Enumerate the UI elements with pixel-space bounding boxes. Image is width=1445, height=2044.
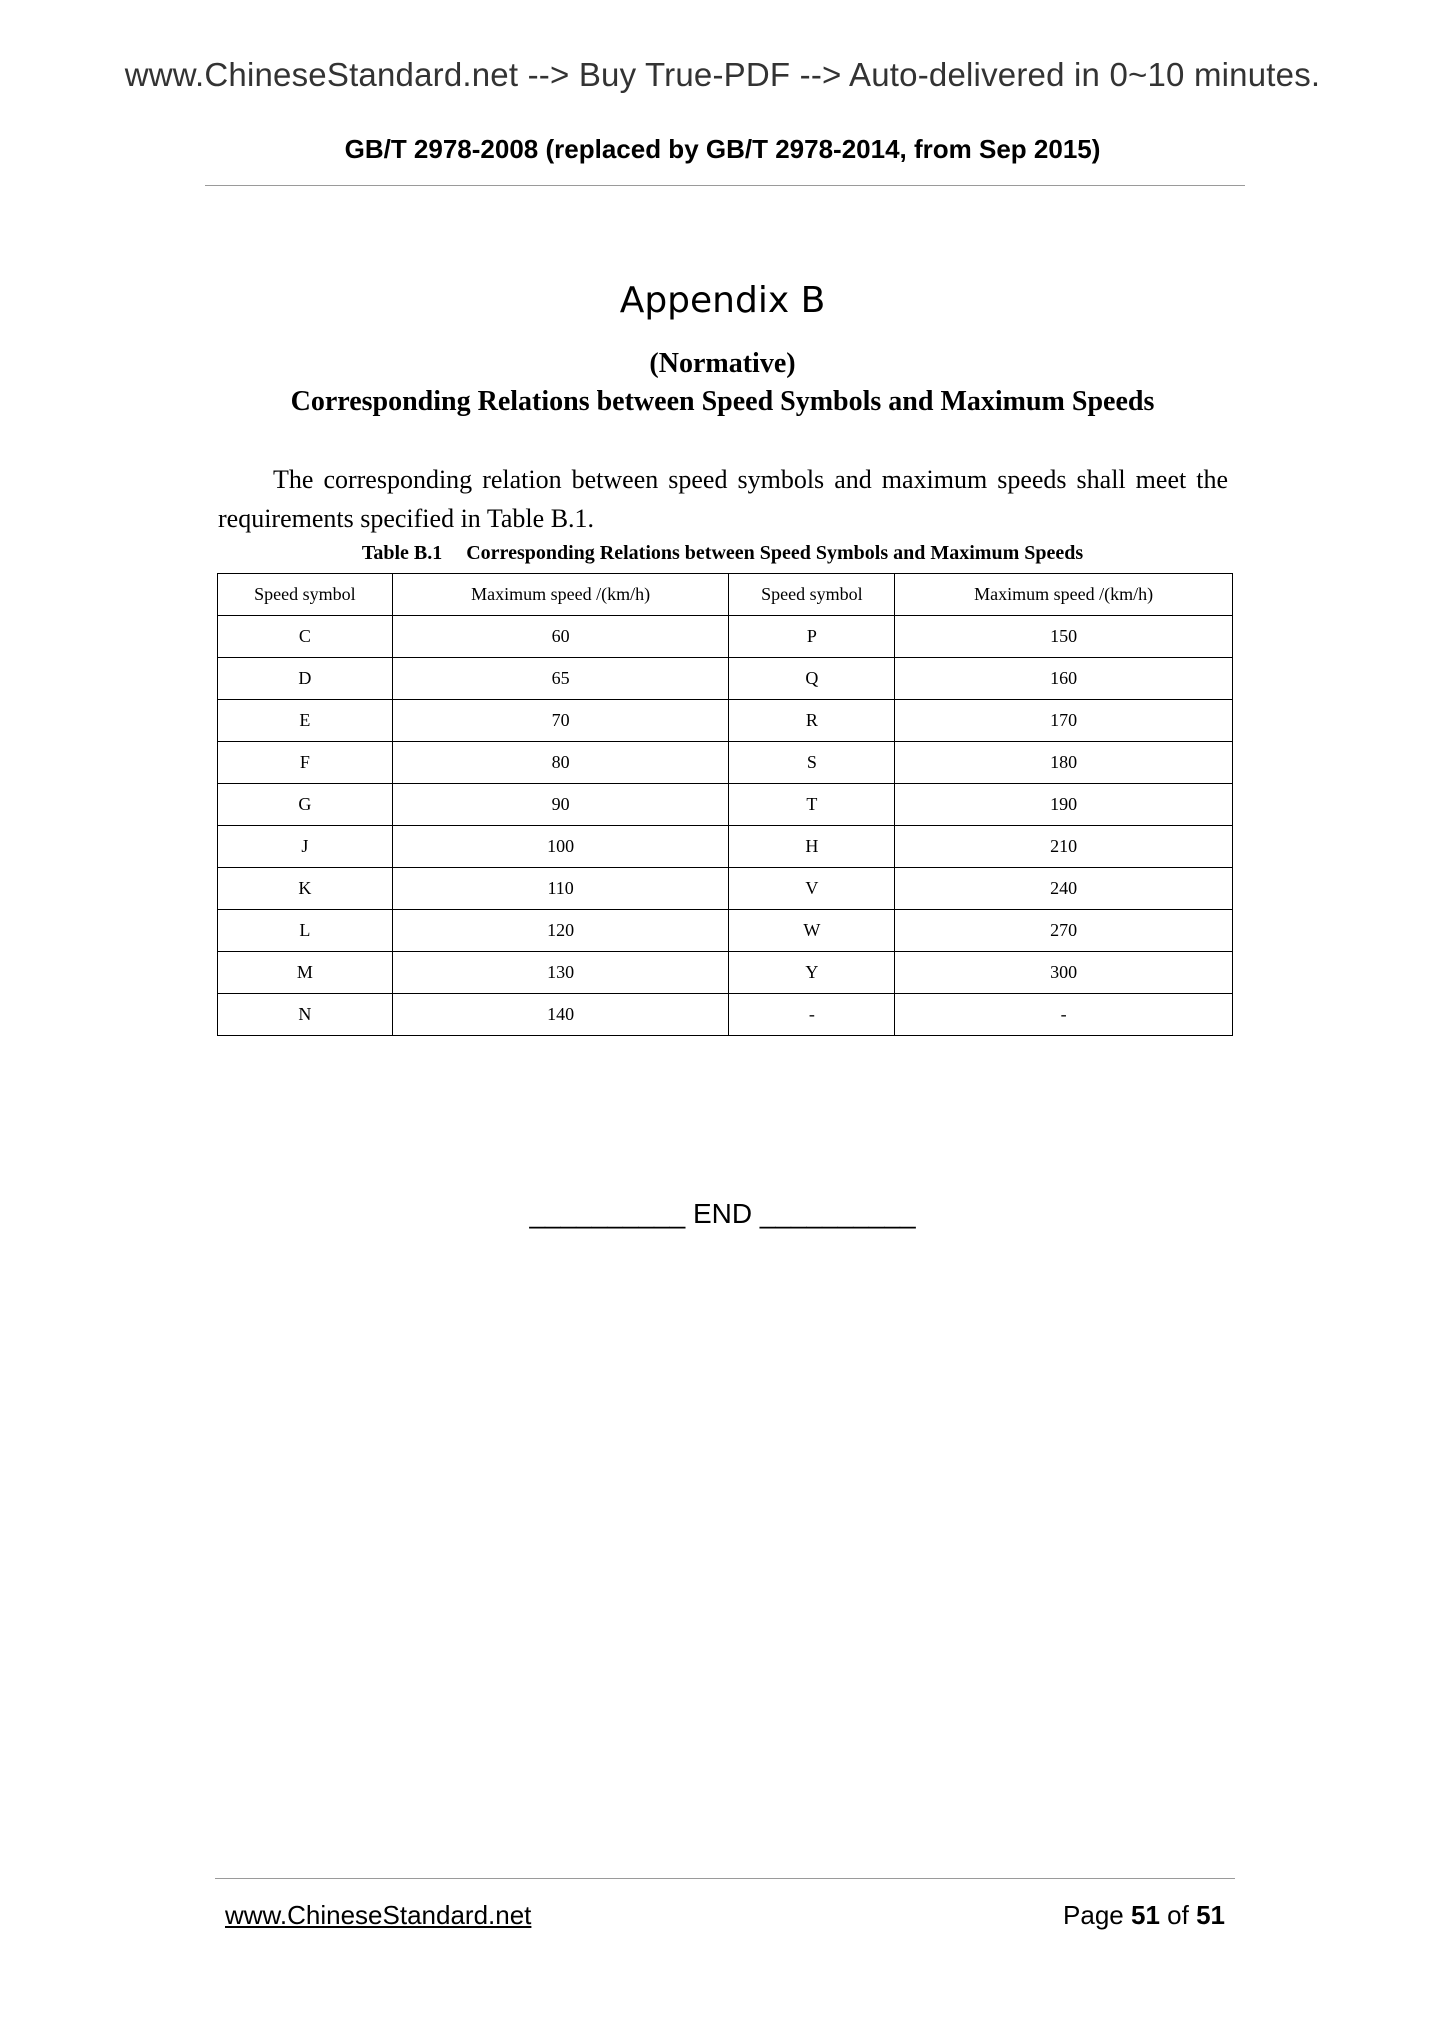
- standard-header: GB/T 2978-2008 (replaced by GB/T 2978-2014, from Sep 2015): [344, 134, 1101, 164]
- table-row: [218, 826, 1233, 868]
- table-cell: 120: [392, 910, 729, 952]
- table-cell: 140: [392, 994, 729, 1036]
- page-prefix: Page: [1063, 1900, 1124, 1930]
- footer-divider: [215, 1878, 1235, 1879]
- table-row: [218, 994, 1233, 1036]
- table-cell: 90: [392, 784, 729, 826]
- end-marker: __________ END __________: [529, 1198, 916, 1229]
- table-cell: G: [218, 784, 393, 826]
- appendix-title: Appendix B: [619, 280, 826, 321]
- table-row: [218, 742, 1233, 784]
- table-cell: J: [218, 826, 393, 868]
- footer-website-link[interactable]: www.ChineseStandard.net: [225, 1900, 532, 1930]
- table-caption-title: Corresponding Relations between Speed Symbols and Maximum Speeds: [466, 542, 1084, 564]
- normative-label: (Normative): [649, 348, 796, 379]
- table-cell: W: [729, 910, 895, 952]
- speed-symbol-table: [217, 573, 1233, 1036]
- top-banner[interactable]: www.ChineseStandard.net --> Buy True-PDF --> Auto-delivered in 0~10 minutes.: [124, 56, 1321, 93]
- table-cell: 160: [895, 658, 1233, 700]
- table-cell: L: [218, 910, 393, 952]
- table-header-row: [218, 574, 1233, 616]
- table-cell: E: [218, 700, 393, 742]
- table-cell: 110: [392, 868, 729, 910]
- table-header-cell: Maximum speed /(km/h): [392, 574, 729, 616]
- table-cell: K: [218, 868, 393, 910]
- table-cell: D: [218, 658, 393, 700]
- table-cell: P: [729, 616, 895, 658]
- table-row: [218, 952, 1233, 994]
- table-cell: 300: [895, 952, 1233, 994]
- table-cell: 270: [895, 910, 1233, 952]
- table-cell: 150: [895, 616, 1233, 658]
- page-total: 51: [1196, 1900, 1225, 1930]
- table-cell: C: [218, 616, 393, 658]
- table-cell: 70: [392, 700, 729, 742]
- table-cell: 210: [895, 826, 1233, 868]
- table-cell: 65: [392, 658, 729, 700]
- appendix-subtitle: Corresponding Relations between Speed Symbols and Maximum Speeds: [290, 386, 1155, 417]
- table-cell: S: [729, 742, 895, 784]
- table-cell: 170: [895, 700, 1233, 742]
- table-header-cell: Speed symbol: [729, 574, 895, 616]
- table-cell: 130: [392, 952, 729, 994]
- table-header-cell: Speed symbol: [218, 574, 393, 616]
- body-paragraph: The corresponding relation between speed symbols and maximum speeds shall meet the requirements specified in Table B.1.: [218, 465, 1228, 533]
- table-cell: 180: [895, 742, 1233, 784]
- table-cell: R: [729, 700, 895, 742]
- table-cell: 100: [392, 826, 729, 868]
- table-cell: -: [729, 994, 895, 1036]
- table-cell: 190: [895, 784, 1233, 826]
- page-current: 51: [1131, 1900, 1160, 1930]
- table-cell: 240: [895, 868, 1233, 910]
- table-cell: N: [218, 994, 393, 1036]
- table-cell: Y: [729, 952, 895, 994]
- table-header-cell: Maximum speed /(km/h): [895, 574, 1233, 616]
- table-row: [218, 868, 1233, 910]
- table-cell: -: [895, 994, 1233, 1036]
- header-divider: [205, 185, 1245, 186]
- table-row: [218, 784, 1233, 826]
- table-caption: [0, 542, 1445, 565]
- table-row: [218, 616, 1233, 658]
- table-cell: M: [218, 952, 393, 994]
- table-cell: Q: [729, 658, 895, 700]
- table-cell: 60: [392, 616, 729, 658]
- table-cell: F: [218, 742, 393, 784]
- table-cell: H: [729, 826, 895, 868]
- table-cell: V: [729, 868, 895, 910]
- table-row: [218, 658, 1233, 700]
- page-number: [1063, 1900, 1225, 1931]
- table-cell: T: [729, 784, 895, 826]
- table-row: [218, 700, 1233, 742]
- page-of: of: [1167, 1900, 1189, 1930]
- table-caption-number: Table B.1: [361, 542, 443, 564]
- table-row: [218, 910, 1233, 952]
- table-cell: 80: [392, 742, 729, 784]
